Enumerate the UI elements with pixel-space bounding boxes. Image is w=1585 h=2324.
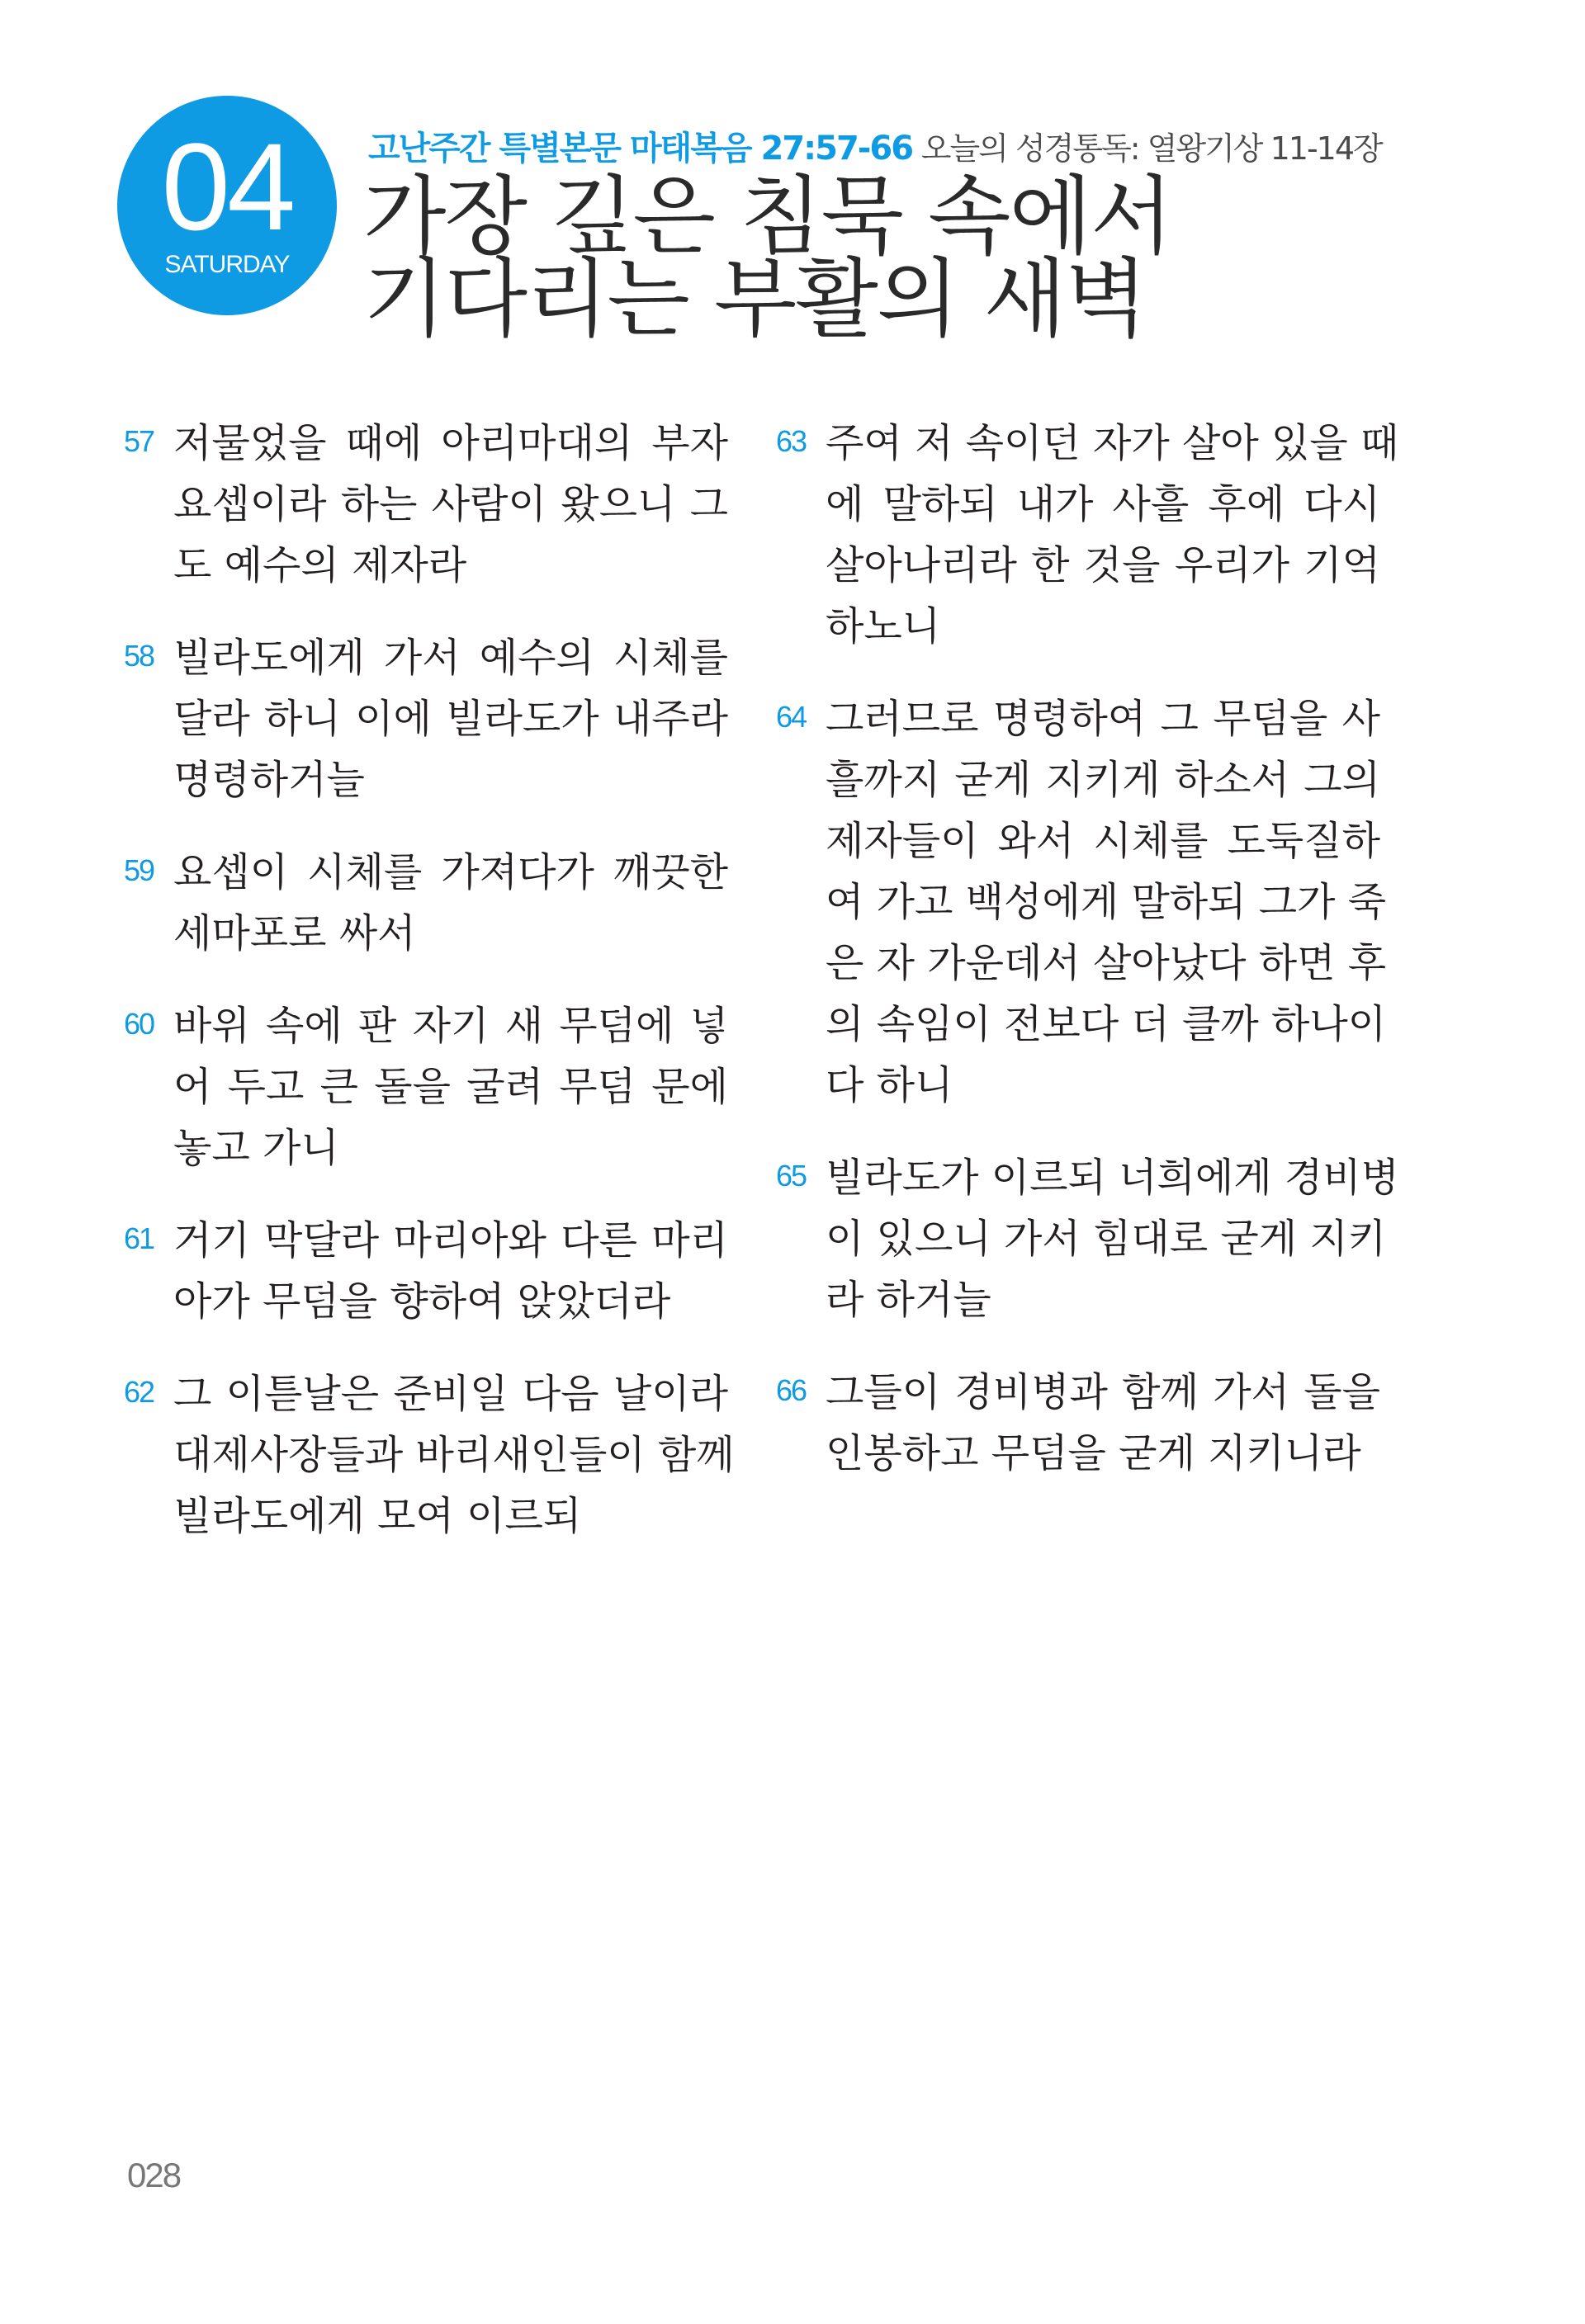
verse-number: 60	[124, 1007, 154, 1041]
verse-text-line: 그 이튿날은 준비일 다음 날이라	[173, 1371, 728, 1417]
verse-text-line: 흘까지 굳게 지키게 하소서 그의	[826, 757, 1380, 803]
verse-text-line: 의 속임이 전보다 더 클까 하나이	[826, 1001, 1387, 1047]
verse-column-left	[124, 413, 735, 1578]
verse-text-line: 명령하거늘	[173, 757, 365, 803]
verse-text-line: 에 말하되 내가 사흘 후에 다시	[826, 481, 1380, 527]
verse-number: 62	[124, 1375, 154, 1409]
title-line-2: 기다리는 부활의 새벽	[363, 248, 1147, 349]
verse-text-line: 인봉하고 무덤을 굳게 지키니라	[826, 1430, 1361, 1476]
day-number: 04	[161, 117, 293, 256]
verse-text-line: 빌라도에게 모여 이르되	[173, 1493, 582, 1539]
verse-number: 58	[124, 639, 154, 673]
verse-text-line: 주여 저 속이던 자가 살아 있을 때	[826, 420, 1399, 466]
verse-number: 66	[776, 1373, 807, 1407]
verse-text-line: 어 두고 큰 돌을 굴려 무덤 문에	[173, 1064, 728, 1110]
verse-text-line: 도 예수의 제자라	[173, 542, 467, 588]
verse-text-line: 세마포로 싸서	[173, 910, 416, 957]
verse-text-line: 빌라도가 이르되 너희에게 경비병	[826, 1155, 1399, 1201]
weekday-label: SATURDAY	[164, 251, 290, 278]
verse	[776, 1362, 1380, 1484]
verse-text-line: 하노니	[826, 603, 941, 649]
verse	[124, 995, 728, 1179]
verse	[124, 627, 728, 810]
verse-text-line: 놓고 가니	[173, 1125, 339, 1171]
subtitle	[368, 122, 1382, 169]
verse-text-line: 요셉이라 하는 사람이 왔으니 그	[173, 481, 728, 527]
verse	[124, 1210, 728, 1332]
page-number: 028	[127, 2156, 181, 2194]
verse-text-line: 라 하거늘	[826, 1277, 991, 1323]
verse	[776, 688, 1387, 1116]
verse	[776, 413, 1399, 657]
verse-text-line: 요셉이 시체를 가져다가 깨끗한	[173, 849, 728, 895]
verse-number: 65	[776, 1159, 807, 1193]
verse	[124, 842, 728, 964]
verse	[124, 1363, 735, 1547]
verse-text-line: 제자들이 와서 시체를 도둑질하	[826, 818, 1380, 864]
verse-text-line: 살아나리라 한 것을 우리가 기억	[826, 542, 1380, 588]
verse-number: 61	[124, 1221, 154, 1255]
verse-text-line: 은 자 가운데서 살아났다 하면 후	[826, 940, 1387, 986]
verse-text-line: 저물었을 때에 아리마대의 부자	[173, 420, 728, 466]
title-line-1: 가장 깊은 침묵 속에서	[363, 166, 1172, 267]
verse-number: 59	[124, 853, 154, 887]
passage-reference: 고난주간 특별본문 마태복음 27:57-66	[368, 130, 913, 168]
verse-number: 63	[776, 424, 807, 458]
page-title	[363, 166, 1172, 349]
verse-text-line: 바위 속에 판 자기 새 무덤에 넣	[173, 1003, 728, 1049]
verse-text-line: 여 가고 백성에게 말하되 그가 죽	[826, 879, 1387, 925]
verse-text-line: 다 하니	[826, 1062, 953, 1108]
verse-text-line: 그들이 경비병과 함께 가서 돌을	[826, 1369, 1380, 1415]
verse-number: 57	[124, 424, 154, 458]
verse-text-line: 아가 무덤을 향하여 앉았더라	[173, 1278, 671, 1325]
verse-text-line: 달라 하니 이에 빌라도가 내주라	[173, 696, 728, 742]
verse-text-line: 이 있으니 가서 힘대로 굳게 지키	[826, 1216, 1387, 1262]
verse-number: 64	[776, 700, 807, 734]
day-badge	[117, 96, 337, 315]
verse-text-line: 거기 막달라 마리아와 다른 마리	[173, 1217, 728, 1264]
verse-text-line: 그러므로 명령하여 그 무덤을 사	[826, 696, 1380, 742]
verse	[124, 413, 728, 596]
reading-plan: 오늘의 성경통독: 열왕기상 11-14장	[920, 130, 1382, 167]
verse	[776, 1147, 1399, 1330]
verse-text-line: 빌라도에게 가서 예수의 시체를	[173, 635, 728, 681]
verse-text-line: 대제사장들과 바리새인들이 함께	[173, 1432, 735, 1478]
verse-column-right	[776, 413, 1399, 1515]
